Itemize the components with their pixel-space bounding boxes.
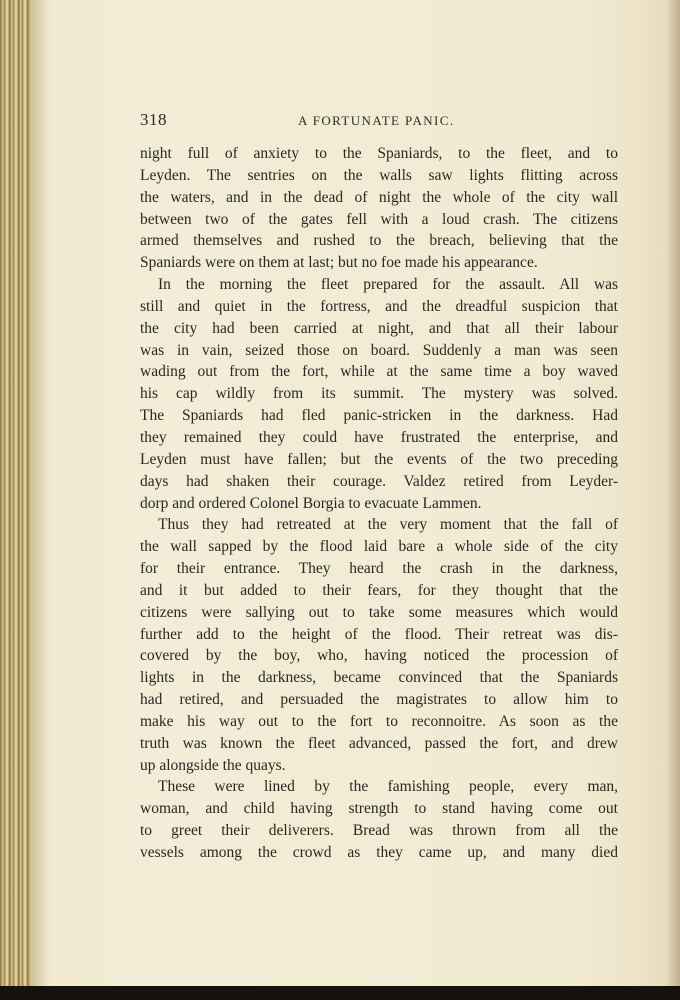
paragraph — [140, 143, 618, 274]
text-line: for their entrance. They heard the crash in the darkness, — [140, 560, 618, 578]
text-line: was in vain, seized those on board. Suddenly a man was seen — [140, 341, 618, 359]
paragraph — [140, 274, 618, 514]
text-line: still and quiet in the fortress, and the dreadful suspicion that — [140, 297, 618, 315]
text-line: wading out from the fort, while at the same time a boy waved — [140, 363, 618, 381]
text-line: night full of anxiety to the Spaniards, to the fleet, and to — [140, 145, 618, 162]
text-line: his cap wildly from its summit. The mystery was solved. — [140, 385, 618, 403]
text-line: days had shaken their courage. Valdez retired from Leyder- — [140, 472, 618, 490]
text-line: and it but added to their fears, for they thought that the — [140, 581, 618, 599]
text-line: to greet their deliverers. Bread was thrown from all the — [140, 822, 618, 840]
body-text — [140, 143, 618, 864]
gutter-shadow — [28, 0, 50, 986]
text-line: Leyden must have fallen; but the events of the two preceding — [140, 450, 618, 468]
text-line: armed themselves and rushed to the breach, believing that the — [140, 232, 618, 250]
book-spine — [0, 0, 30, 986]
text-line: woman, and child having strength to stand having come out — [140, 800, 618, 818]
text-line: make his way out to the fort to reconnoitre. As soon as the — [140, 712, 618, 730]
paragraph — [140, 514, 618, 776]
paragraph — [140, 776, 618, 863]
text-line: Spaniards were on them at last; but no foe made his appearance. — [140, 254, 538, 272]
text-line: up alongside the quays. — [140, 756, 286, 774]
text-line: The Spaniards had fled panic-stricken in the darkness. Had — [140, 407, 618, 425]
text-line: had retired, and persuaded the magistrates to allow him to — [140, 691, 618, 709]
running-head: A FORTUNATE PANIC. — [298, 113, 455, 128]
text-line: Thus they had retreated at the very moment that the fall of — [158, 516, 618, 534]
text-line: the wall sapped by the flood laid bare a whole side of the city — [140, 538, 618, 556]
text-line: truth was known the fleet advanced, passed the fort, and drew — [140, 734, 618, 752]
text-line: Leyden. The sentries on the walls saw lights flitting across — [140, 166, 618, 184]
text-line: the waters, and in the dead of night the whole of the city wall — [140, 188, 618, 206]
text-line: covered by the boy, who, having noticed the procession of — [140, 647, 618, 665]
text-line: In the morning the fleet prepared for the assault. All was — [158, 276, 618, 294]
page-edge-shadow — [666, 0, 680, 986]
text-line: between two of the gates fell with a loud crash. The citizens — [140, 210, 618, 228]
page-header — [140, 110, 618, 134]
text-line: citizens were sallying out to take some measures which would — [140, 603, 618, 621]
page-number: 318 — [140, 110, 167, 129]
scan-border — [0, 986, 680, 1000]
text-line: further add to the height of the flood. Their retreat was dis- — [140, 625, 618, 643]
text-line: they remained they could have frustrated the enterprise, and — [140, 428, 618, 446]
text-line: These were lined by the famishing people, every man, — [158, 778, 618, 796]
text-line: vessels among the crowd as they came up, and many died — [140, 844, 618, 861]
text-line: lights in the darkness, became convinced that the Spaniards — [140, 669, 618, 687]
text-line: dorp and ordered Colonel Borgia to evacuate Lammen. — [140, 494, 482, 512]
text-line: the city had been carried at night, and that all their labour — [140, 319, 618, 337]
